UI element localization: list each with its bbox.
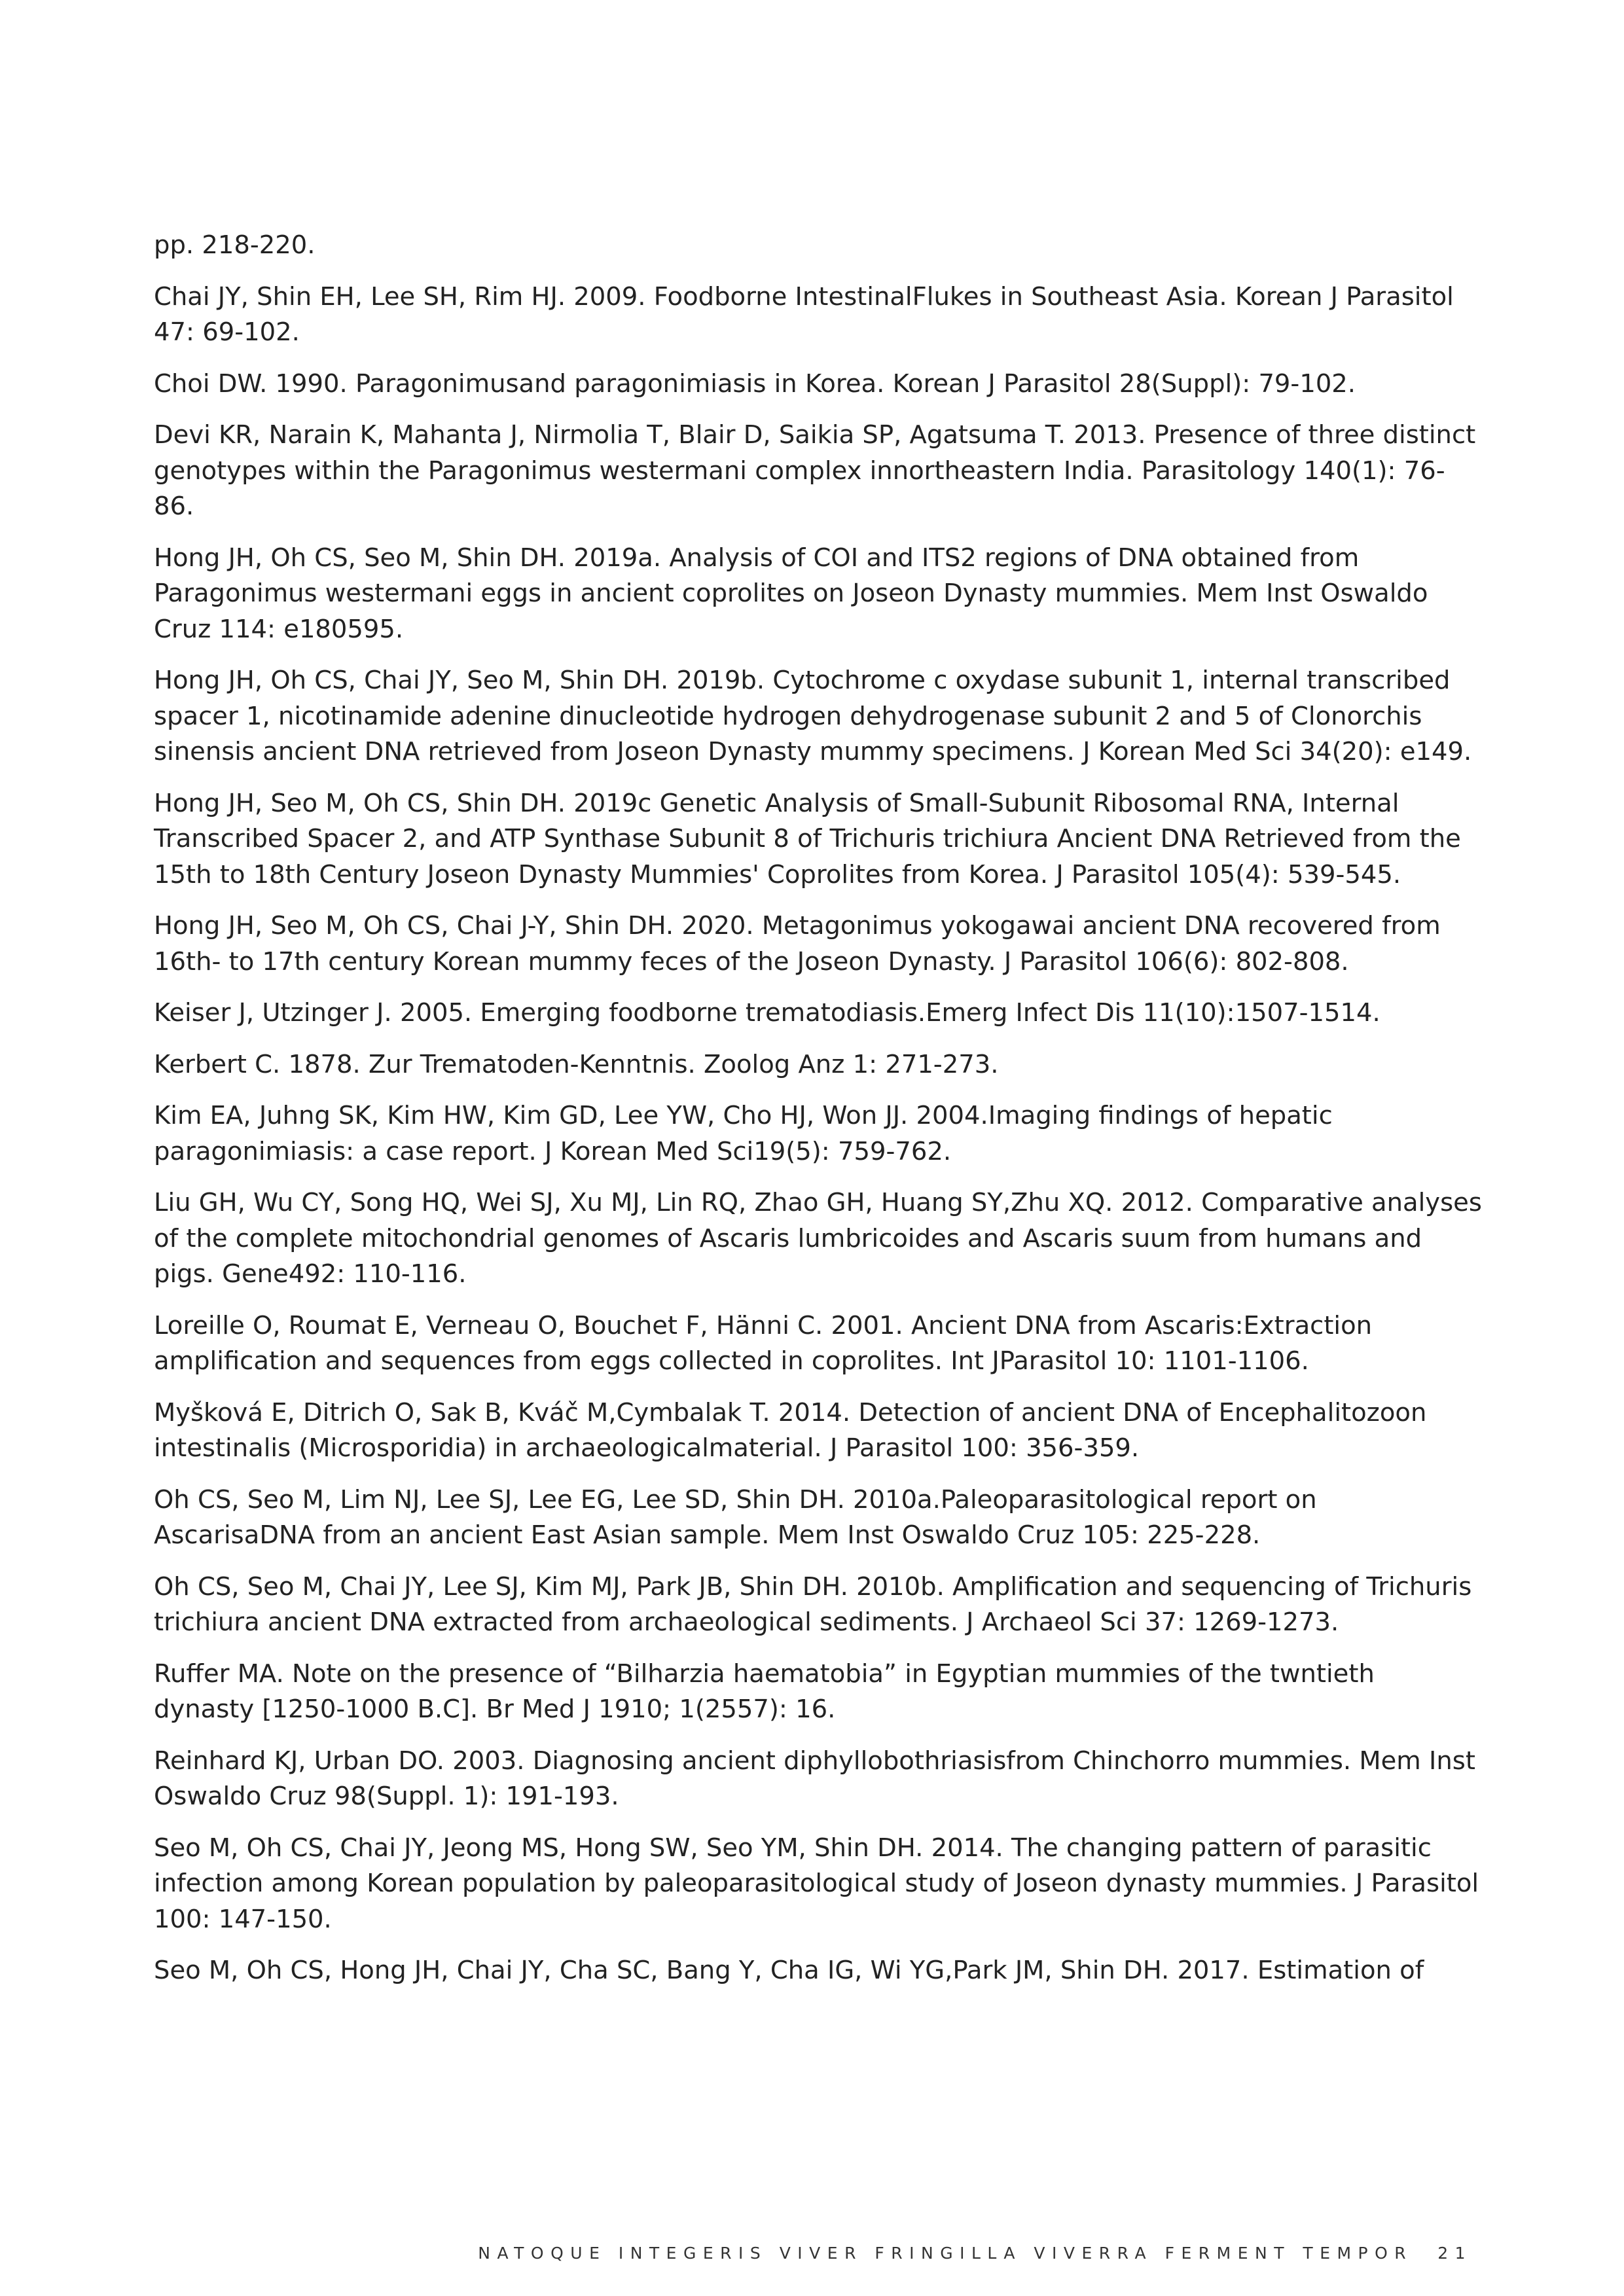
reference-entry: Kim EA, Juhng SK, Kim HW, Kim GD, Lee YW, Cho HJ, Won JJ. 2004.Imaging findings of hepatic paragonimiasis: a case report. J Korean Med Sci19(5): 759-762. — [154, 1101, 1333, 1166]
reference-entry: Loreille O, Roumat E, Verneau O, Bouchet F, Hänni C. 2001. Ancient DNA from Ascaris:Extraction amplification and sequences from eggs collected in coprolites. Int JParasitol 10: 1101-1106. — [154, 1310, 1373, 1376]
page-footer — [478, 2244, 1472, 2263]
reference-entry: Kerbert C. 1878. Zur Trematoden-Kenntnis. Zoolog Anz 1: 271-273. — [154, 1049, 999, 1079]
reference-entry: Hong JH, Oh CS, Chai JY, Seo M, Shin DH. 2019b. Cytochrome c oxydase subunit 1, internal transcribed spacer 1, nicotinamide adenine dinucleotide hydrogen dehydrogenase subunit 2 and 5 of Clonorchis sinensis ancient DNA retrieved from Joseon Dynasty mummy specimens. J Korean Med Sci 34(20): e149. — [154, 666, 1472, 766]
reference-entry: Hong JH, Seo M, Oh CS, Chai J-Y, Shin DH. 2020. Metagonimus yokogawai ancient DNA recovered from 16th- to 17th century Korean mummy feces of the Joseon Dynasty. J Parasitol 106(6): 802-808. — [154, 911, 1441, 977]
reference-entry: pp. 218-220. — [154, 230, 316, 260]
reference-entry: Devi KR, Narain K, Mahanta J, Nirmolia T, Blair D, Saikia SP, Agatsuma T. 2013. Presence of three distinct genotypes within the Paragonimus westermani complex innortheastern India. Parasitology 140(1): 76-86. — [154, 420, 1476, 521]
reference-entry: Hong JH, Seo M, Oh CS, Shin DH. 2019c Genetic Analysis of Small-Subunit Ribosomal RNA, Internal Transcribed Spacer 2, and ATP Synthase Subunit 8 of Trichuris trichiura Ancient DNA Retrieved from the 15th to 18th Century Joseon Dynasty Mummies' Coprolites from Korea. J Parasitol 105(4): 539-545. — [154, 788, 1461, 889]
reference-entry: Seo M, Oh CS, Chai JY, Jeong MS, Hong SW, Seo YM, Shin DH. 2014. The changing pattern of parasitic infection among Korean population by paleoparasitological study of Joseon dynasty mummies. J Parasitol 100: 147-150. — [154, 1833, 1479, 1934]
page-number: 21 — [1437, 2244, 1472, 2263]
reference-entry: Keiser J, Utzinger J. 2005. Emerging foodborne trematodiasis.Emerg Infect Dis 11(10):1507-1514. — [154, 998, 1380, 1028]
running-title: NATOQUE INTEGERIS VIVER FRINGILLA VIVERRA FERMENT TEMPOR — [478, 2244, 1413, 2263]
reference-entry: Reinhard KJ, Urban DO. 2003. Diagnosing ancient diphyllobothriasisfrom Chinchorro mummies. Mem Inst Oswaldo Cruz 98(Suppl. 1): 191-193. — [154, 1746, 1475, 1811]
reference-entry: Oh CS, Seo M, Chai JY, Lee SJ, Kim MJ, Park JB, Shin DH. 2010b. Amplification and sequencing of Trichuris trichiura ancient DNA extracted from archaeological sediments. J Archaeol Sci 37: 1269-1273. — [154, 1571, 1472, 1637]
reference-entry: Liu GH, Wu CY, Song HQ, Wei SJ, Xu MJ, Lin RQ, Zhao GH, Huang SY,Zhu XQ. 2012. Comparative analyses of the complete mitochondrial genomes of Ascaris lumbricoides and Ascaris suum from humans and pigs. Gene492: 110-116. — [154, 1188, 1482, 1289]
reference-entry: Choi DW. 1990. Paragonimusand paragonimiasis in Korea. Korean J Parasitol 28(Suppl): 79-102. — [154, 368, 1356, 399]
reference-entry: Oh CS, Seo M, Lim NJ, Lee SJ, Lee EG, Lee SD, Shin DH. 2010a.Paleoparasitological report on AscarisaDNA from an ancient East Asian sample. Mem Inst Oswaldo Cruz 105: 225-228. — [154, 1484, 1317, 1550]
reference-entry: Seo M, Oh CS, Hong JH, Chai JY, Cha SC, Bang Y, Cha IG, Wi YG,Park JM, Shin DH. 2017. Estimation of — [154, 1956, 1424, 1985]
reference-entry: Chai JY, Shin EH, Lee SH, Rim HJ. 2009. Foodborne IntestinalFlukes in Southeast Asia. Korean J Parasitol 47: 69-102. — [154, 281, 1454, 347]
reference-entry: Hong JH, Oh CS, Seo M, Shin DH. 2019a. Analysis of COI and ITS2 regions of DNA obtained from Paragonimus westermani eggs in ancient coprolites on Joseon Dynasty mummies. Mem Inst Oswaldo Cruz 114: e180595. — [154, 543, 1428, 644]
reference-entry: Myšková E, Ditrich O, Sak B, Kváč M,Cymbalak T. 2014. Detection of ancient DNA of Encephalitozoon intestinalis (Microsporidia) in archaeologicalmaterial. J Parasitol 100: 356-359. — [154, 1397, 1427, 1463]
reference-list — [154, 228, 1483, 2005]
reference-entry: Ruffer MA. Note on the presence of “Bilharzia haematobia” in Egyptian mummies of the twntieth dynasty [1250-1000 B.C]. Br Med J 1910; 1(2557): 16. — [154, 1659, 1375, 1724]
